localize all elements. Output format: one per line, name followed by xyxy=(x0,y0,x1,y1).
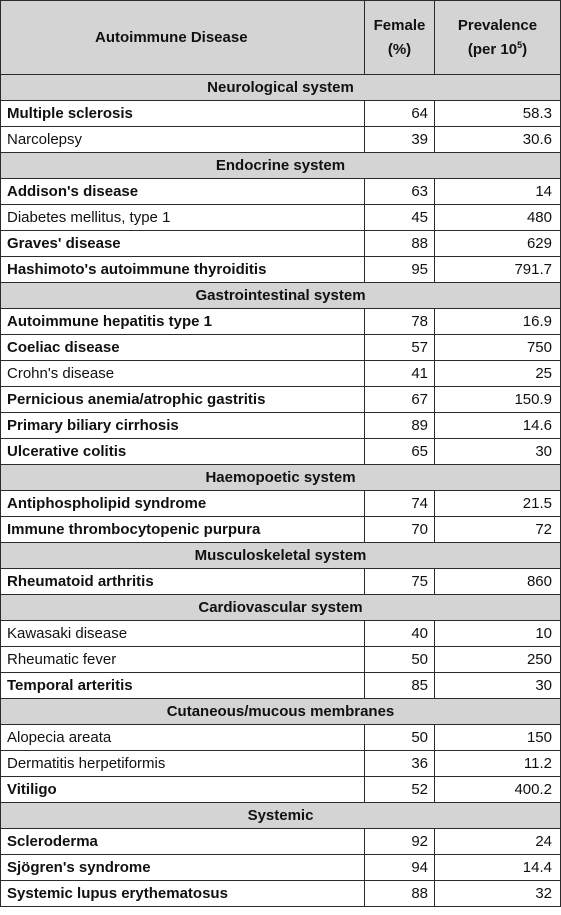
section-row xyxy=(1,283,561,309)
disease-name-cell: Kawasaki disease xyxy=(1,621,365,647)
disease-name-cell: Immune thrombocytopenic purpura xyxy=(1,517,365,543)
section-row xyxy=(1,699,561,725)
female-percent-cell: 89 xyxy=(365,413,435,439)
table-row xyxy=(1,777,561,803)
female-percent-cell: 78 xyxy=(365,309,435,335)
table-row xyxy=(1,231,561,257)
female-percent-cell: 40 xyxy=(365,621,435,647)
prevalence-cell: 16.9 xyxy=(435,309,561,335)
female-percent-cell: 75 xyxy=(365,569,435,595)
disease-name-cell: Primary biliary cirrhosis xyxy=(1,413,365,439)
disease-name-cell: Scleroderma xyxy=(1,829,365,855)
prevalence-cell: 860 xyxy=(435,569,561,595)
disease-name-cell: Diabetes mellitus, type 1 xyxy=(1,205,365,231)
table-row xyxy=(1,517,561,543)
disease-name-cell: Autoimmune hepatitis type 1 xyxy=(1,309,365,335)
table-row xyxy=(1,751,561,777)
header-female xyxy=(365,1,435,75)
section-title: Systemic xyxy=(1,803,561,829)
section-title: Neurological system xyxy=(1,75,561,101)
prevalence-cell: 30 xyxy=(435,673,561,699)
section-row xyxy=(1,465,561,491)
table-row xyxy=(1,179,561,205)
prevalence-cell: 14.6 xyxy=(435,413,561,439)
disease-name-cell: Narcolepsy xyxy=(1,127,365,153)
section-title: Musculoskeletal system xyxy=(1,543,561,569)
female-percent-cell: 64 xyxy=(365,101,435,127)
table-row xyxy=(1,205,561,231)
table-row xyxy=(1,439,561,465)
table-row xyxy=(1,491,561,517)
female-percent-cell: 88 xyxy=(365,881,435,907)
female-percent-cell: 36 xyxy=(365,751,435,777)
section-title: Cutaneous/mucous membranes xyxy=(1,699,561,725)
prevalence-unit-suffix: ) xyxy=(522,40,528,58)
disease-name-cell: Hashimoto's autoimmune thyroiditis xyxy=(1,257,365,283)
section-title: Endocrine system xyxy=(1,153,561,179)
section-title: Gastrointestinal system xyxy=(1,283,561,309)
disease-name-cell: Coeliac disease xyxy=(1,335,365,361)
disease-name-cell: Vitiligo xyxy=(1,777,365,803)
table-row xyxy=(1,309,561,335)
prevalence-cell: 14 xyxy=(435,179,561,205)
table-body xyxy=(1,75,561,907)
table-row xyxy=(1,127,561,153)
disease-name-cell: Crohn's disease xyxy=(1,361,365,387)
table-row xyxy=(1,673,561,699)
female-percent-cell: 92 xyxy=(365,829,435,855)
prevalence-cell: 32 xyxy=(435,881,561,907)
table-row xyxy=(1,361,561,387)
prevalence-cell: 25 xyxy=(435,361,561,387)
table-row xyxy=(1,855,561,881)
prevalence-unit-exponent: 5 xyxy=(517,39,523,50)
disease-name-cell: Dermatitis herpetiformis xyxy=(1,751,365,777)
header-disease-label: Autoimmune Disease xyxy=(95,28,248,46)
female-percent-cell: 85 xyxy=(365,673,435,699)
female-percent-cell: 65 xyxy=(365,439,435,465)
female-percent-cell: 95 xyxy=(365,257,435,283)
section-title: Haemopoetic system xyxy=(1,465,561,491)
prevalence-cell: 72 xyxy=(435,517,561,543)
table-header xyxy=(1,1,561,75)
table-row xyxy=(1,725,561,751)
disease-name-cell: Antiphospholipid syndrome xyxy=(1,491,365,517)
table-row xyxy=(1,101,561,127)
prevalence-cell: 480 xyxy=(435,205,561,231)
header-disease xyxy=(1,1,365,75)
prevalence-cell: 58.3 xyxy=(435,101,561,127)
prevalence-cell: 629 xyxy=(435,231,561,257)
header-prevalence-line1: Prevalence xyxy=(457,16,538,34)
prevalence-cell: 400.2 xyxy=(435,777,561,803)
prevalence-cell: 150.9 xyxy=(435,387,561,413)
prevalence-cell: 250 xyxy=(435,647,561,673)
disease-name-cell: Temporal arteritis xyxy=(1,673,365,699)
prevalence-unit-prefix: (per 10 xyxy=(467,40,518,58)
prevalence-cell: 150 xyxy=(435,725,561,751)
section-row xyxy=(1,543,561,569)
prevalence-cell: 791.7 xyxy=(435,257,561,283)
prevalence-cell: 30.6 xyxy=(435,127,561,153)
female-percent-cell: 74 xyxy=(365,491,435,517)
header-female-line1: Female xyxy=(373,16,426,34)
table-row xyxy=(1,881,561,907)
female-percent-cell: 39 xyxy=(365,127,435,153)
female-percent-cell: 50 xyxy=(365,725,435,751)
prevalence-cell: 11.2 xyxy=(435,751,561,777)
header-prevalence-line2 xyxy=(441,38,554,62)
disease-name-cell: Rheumatoid arthritis xyxy=(1,569,365,595)
prevalence-cell: 750 xyxy=(435,335,561,361)
female-percent-cell: 63 xyxy=(365,179,435,205)
disease-name-cell: Rheumatic fever xyxy=(1,647,365,673)
female-percent-cell: 52 xyxy=(365,777,435,803)
section-row xyxy=(1,803,561,829)
section-row xyxy=(1,153,561,179)
header-prevalence xyxy=(435,1,561,75)
header-row xyxy=(1,1,561,75)
prevalence-cell: 21.5 xyxy=(435,491,561,517)
disease-name-cell: Addison's disease xyxy=(1,179,365,205)
table-row xyxy=(1,257,561,283)
female-percent-cell: 70 xyxy=(365,517,435,543)
disease-name-cell: Multiple sclerosis xyxy=(1,101,365,127)
disease-name-cell: Sjögren's syndrome xyxy=(1,855,365,881)
table-row xyxy=(1,647,561,673)
female-percent-cell: 57 xyxy=(365,335,435,361)
prevalence-cell: 24 xyxy=(435,829,561,855)
disease-name-cell: Pernicious anemia/atrophic gastritis xyxy=(1,387,365,413)
section-title: Cardiovascular system xyxy=(1,595,561,621)
disease-name-cell: Ulcerative colitis xyxy=(1,439,365,465)
female-percent-cell: 94 xyxy=(365,855,435,881)
prevalence-cell: 14.4 xyxy=(435,855,561,881)
section-row xyxy=(1,595,561,621)
section-row xyxy=(1,75,561,101)
female-percent-cell: 67 xyxy=(365,387,435,413)
female-percent-cell: 50 xyxy=(365,647,435,673)
female-percent-cell: 41 xyxy=(365,361,435,387)
table-row xyxy=(1,335,561,361)
prevalence-cell: 10 xyxy=(435,621,561,647)
female-percent-cell: 45 xyxy=(365,205,435,231)
table-row xyxy=(1,413,561,439)
table-row xyxy=(1,569,561,595)
disease-name-cell: Systemic lupus erythematosus xyxy=(1,881,365,907)
disease-name-cell: Alopecia areata xyxy=(1,725,365,751)
table-row xyxy=(1,829,561,855)
table-row xyxy=(1,621,561,647)
table-row xyxy=(1,387,561,413)
header-female-line2: (%) xyxy=(387,40,412,58)
disease-name-cell: Graves' disease xyxy=(1,231,365,257)
prevalence-cell: 30 xyxy=(435,439,561,465)
female-percent-cell: 88 xyxy=(365,231,435,257)
